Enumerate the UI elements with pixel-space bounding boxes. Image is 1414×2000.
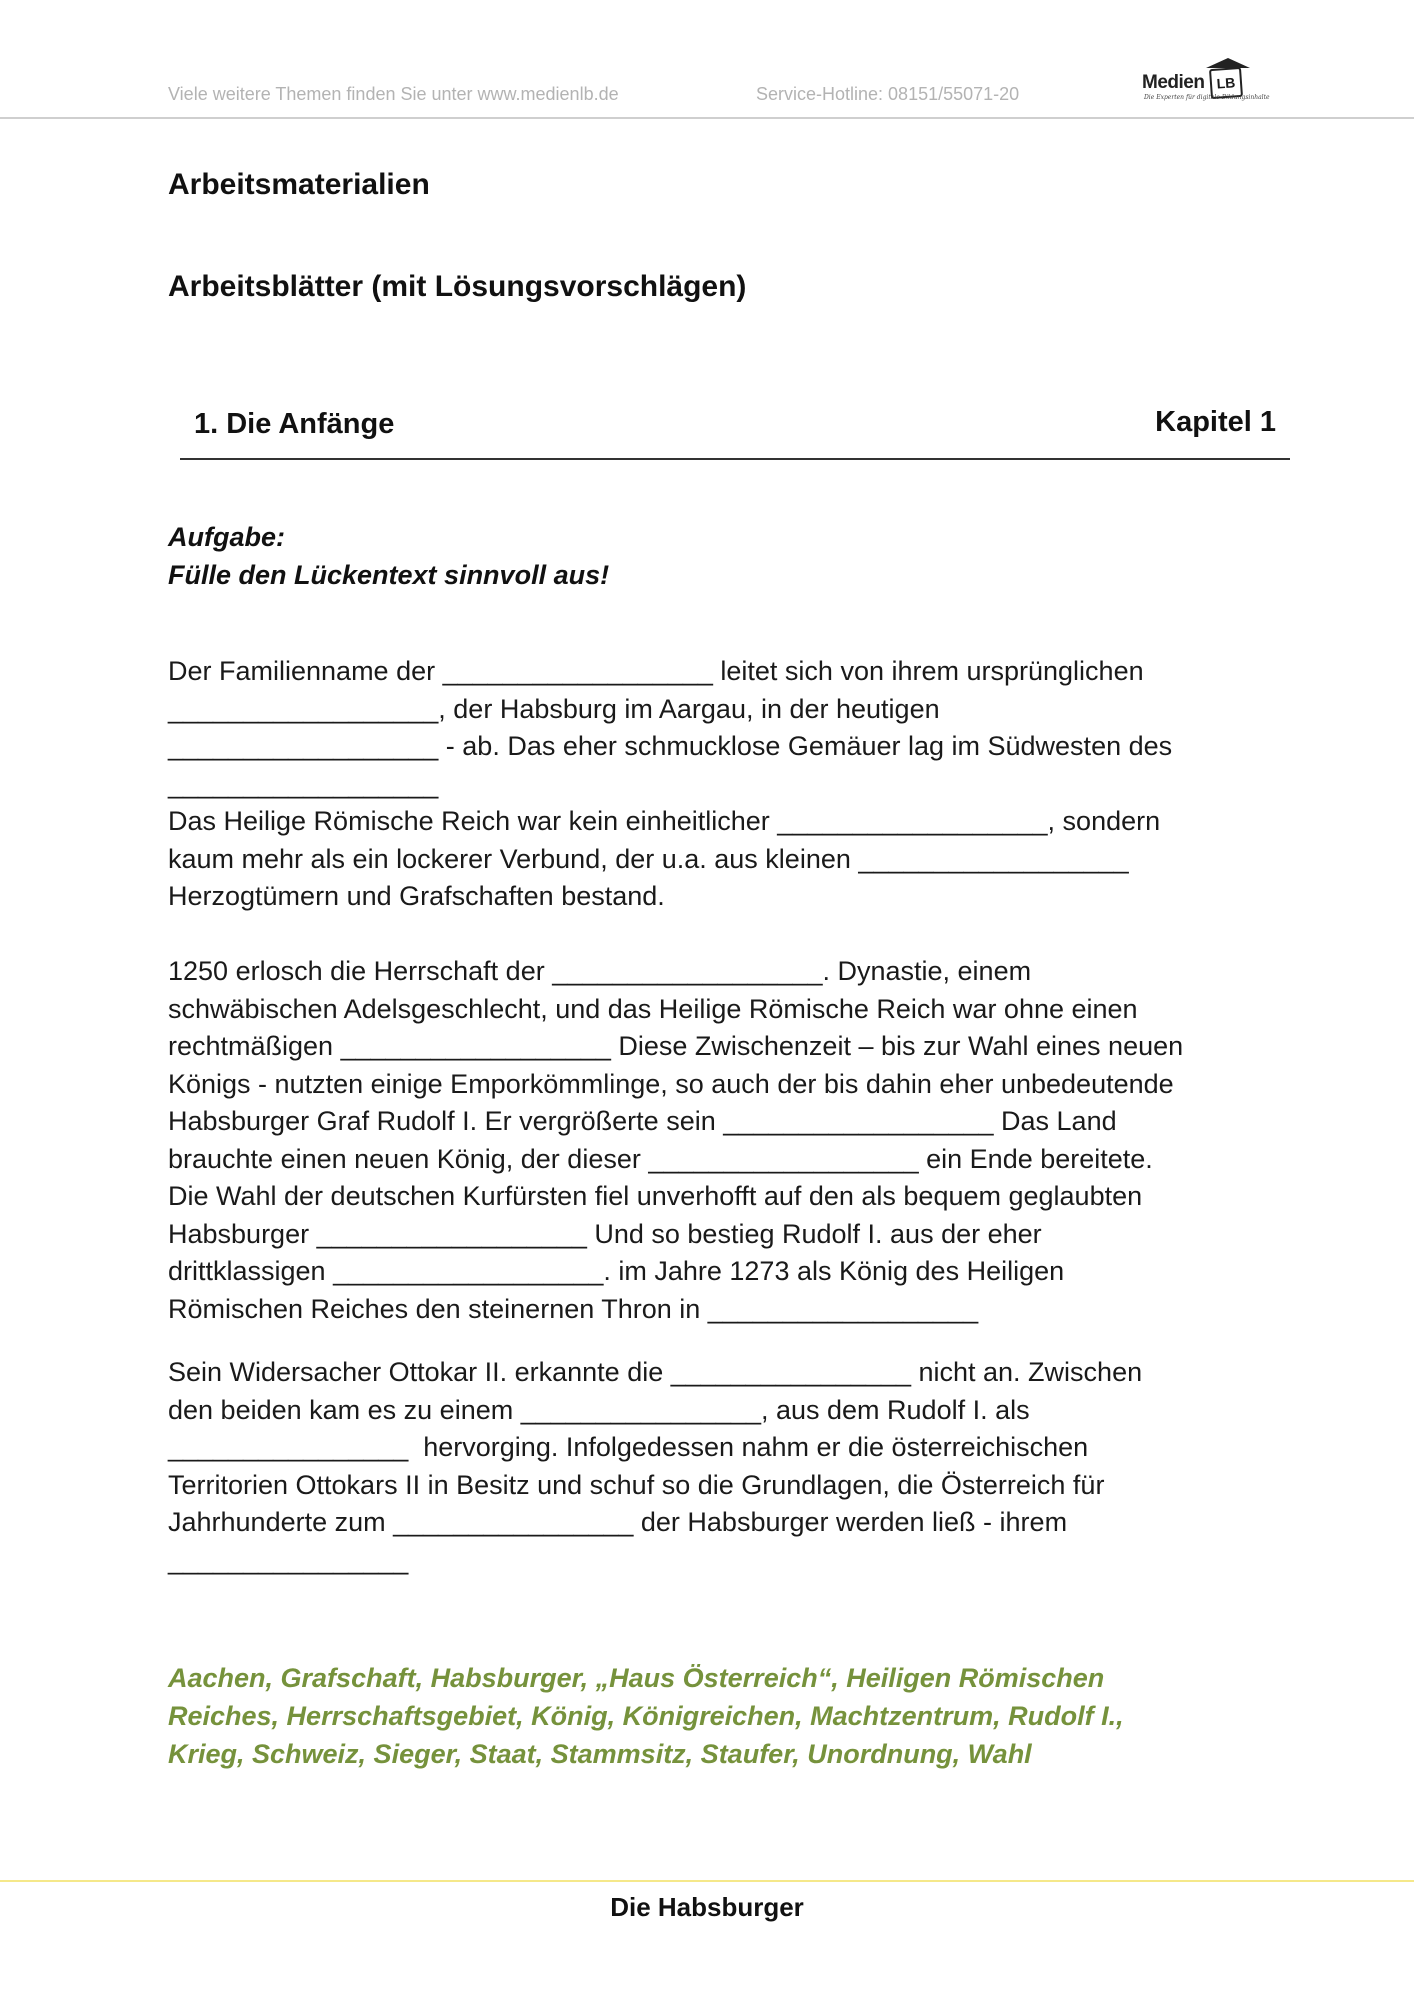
gap-text-paragraph-4: [168, 1354, 1288, 1579]
text-line: __________________: [168, 768, 439, 799]
text-line: ________________ hervorging. Infolgedessen nahm er die österreichischen: [168, 1432, 1089, 1462]
section-heading-worksheets: Arbeitsblätter (mit Lösungsvorschlägen): [168, 270, 747, 303]
text-line: Territorien Ottokars II in Besitz und schuf so die Grundlagen, die Österreich für: [168, 1469, 1105, 1500]
chapter-label: Kapitel 1: [1155, 406, 1276, 438]
logo-mark: LB: [1209, 67, 1243, 99]
text-line: __________________ - ab. Das eher schmucklose Gemäuer lag im Südwesten des: [168, 731, 1173, 761]
section-heading-materials: Arbeitsmaterialien: [168, 168, 430, 201]
text-line: drittklassigen __________________. im Jahre 1273 als König des Heiligen: [168, 1256, 1065, 1286]
header-website-text: Viele weitere Themen finden Sie unter www.medienlb.de: [168, 84, 619, 104]
word-bank-line: Krieg, Schweiz, Sieger, Staat, Stammsitz, Staufer, Unordnung, Wahl: [168, 1739, 1032, 1769]
text-line: Herzogtümern und Grafschaften bestand.: [168, 881, 665, 911]
task-block: [168, 518, 609, 594]
text-line: 1250 erlosch die Herrschaft der __________________. Dynastie, einem: [168, 956, 1032, 986]
chapter-title: 1. Die Anfänge: [194, 408, 395, 440]
text-line: Römischen Reiches den steinernen Thron in __________________: [168, 1293, 979, 1324]
gap-text-paragraph-3: [168, 953, 1288, 1328]
footer-divider: [0, 1880, 1414, 1882]
logo-tagline: Die Experten für digitale Bildungsinhalte: [1144, 94, 1270, 101]
gap-text-paragraph-2: [168, 803, 1288, 916]
header-hotline-text: Service-Hotline: 08151/55071-20: [756, 84, 1020, 104]
text-line: Sein Widersacher Ottokar II. erkannte die ________________ nicht an. Zwischen: [168, 1357, 1143, 1387]
footer-title: Die Habsburger: [610, 1892, 804, 1922]
text-line: Das Heilige Römische Reich war kein einheitlicher __________________, sondern: [168, 806, 1161, 836]
text-line: Jahrhunderte zum ________________ der Habsburger werden ließ - ihrem: [168, 1507, 1068, 1537]
text-line: ________________: [168, 1544, 409, 1575]
task-label: Aufgabe:: [168, 522, 285, 552]
gap-text-paragraph-1: [168, 653, 1288, 803]
graduation-cap-icon: [1206, 58, 1250, 68]
text-line: kaum mehr als ein lockerer Verbund, der u.a. aus kleinen __________________: [168, 843, 1129, 874]
text-line: Habsburger Graf Rudolf I. Er vergrößerte sein __________________ Das Land: [168, 1106, 1117, 1136]
logo-word: Medien: [1142, 72, 1205, 93]
text-line: __________________, der Habsburg im Aargau, in der heutigen: [168, 693, 940, 724]
text-line: Der Familienname der __________________ leitet sich von ihrem ursprünglichen: [168, 656, 1144, 686]
text-line: rechtmäßigen __________________ Diese Zwischenzeit – bis zur Wahl eines neuen: [168, 1031, 1184, 1061]
word-bank: [168, 1659, 1298, 1773]
word-bank-line: Reiches, Herrschaftsgebiet, König, Königreichen, Machtzentrum, Rudolf I.,: [168, 1701, 1124, 1731]
text-line: den beiden kam es zu einem ________________, aus dem Rudolf I. als: [168, 1394, 1030, 1425]
task-instruction: Fülle den Lückentext sinnvoll aus!: [168, 560, 610, 590]
text-line: Königs - nutzten einige Emporkömmlinge, so auch der bis dahin eher unbedeutende: [168, 1068, 1174, 1099]
text-line: Habsburger __________________ Und so bestieg Rudolf I. aus der eher: [168, 1218, 1042, 1249]
text-line: brauchte einen neuen König, der dieser __________________ ein Ende bereitete.: [168, 1143, 1153, 1174]
medienlb-logo: [1140, 58, 1270, 104]
chapter-divider: [180, 458, 1290, 460]
header-divider: [0, 117, 1414, 119]
word-bank-line: Aachen, Grafschaft, Habsburger, „Haus Österreich“, Heiligen Römischen: [168, 1663, 1105, 1693]
text-line: schwäbischen Adelsgeschlecht, und das Heilige Römische Reich war ohne einen: [168, 993, 1138, 1024]
text-line: Die Wahl der deutschen Kurfürsten fiel unverhofft auf den als bequem geglaubten: [168, 1181, 1143, 1211]
